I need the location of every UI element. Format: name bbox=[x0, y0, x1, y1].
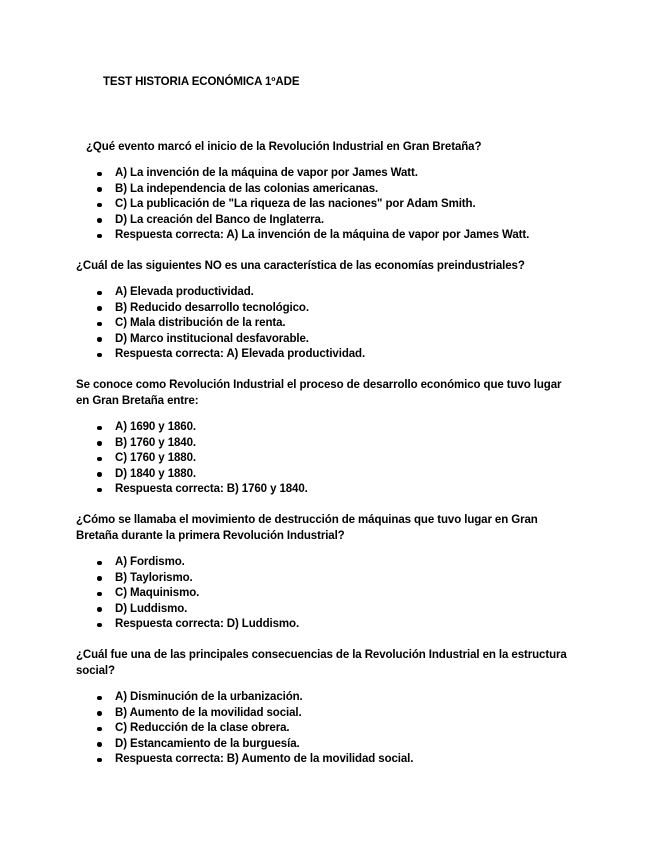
option-item bbox=[97, 451, 308, 467]
bullet-icon bbox=[97, 561, 102, 566]
bullet-icon bbox=[97, 488, 102, 493]
bullet-icon bbox=[97, 576, 102, 581]
option-text: B) 1760 y 1840. bbox=[115, 436, 196, 449]
bullet-icon bbox=[97, 727, 102, 732]
question-2-options bbox=[97, 285, 365, 363]
option-text: C) 1760 y 1880. bbox=[115, 452, 196, 465]
bullet-icon bbox=[97, 472, 102, 477]
option-text: B) La independencia de las colonias americanas. bbox=[115, 182, 379, 195]
answer-item bbox=[97, 347, 365, 363]
bullet-icon bbox=[97, 218, 102, 223]
option-text: B) Reducido desarrollo tecnológico. bbox=[115, 301, 309, 314]
bullet-icon bbox=[97, 291, 102, 296]
bullet-icon bbox=[97, 441, 102, 446]
option-text: C) Mala distribución de la renta. bbox=[115, 317, 286, 330]
answer-text: Respuesta correcta: D) Luddismo. bbox=[115, 618, 300, 631]
option-item bbox=[97, 586, 299, 602]
option-item bbox=[97, 166, 529, 182]
option-item bbox=[97, 316, 365, 332]
option-item bbox=[97, 301, 365, 317]
bullet-icon bbox=[97, 623, 102, 628]
question-1-options bbox=[97, 166, 529, 244]
bullet-icon bbox=[97, 172, 102, 177]
option-item bbox=[97, 602, 299, 618]
option-text: A) La invención de la máquina de vapor por James Watt. bbox=[115, 167, 418, 179]
answer-text: Respuesta correcta: A) Elevada productividad. bbox=[115, 348, 366, 361]
option-text: D) La creación del Banco de Inglaterra. bbox=[115, 213, 324, 226]
document-title: TEST HISTORIA ECONÓMICA 1ºADE bbox=[103, 76, 300, 88]
option-text: C) Maquinismo. bbox=[115, 587, 200, 600]
option-item bbox=[97, 197, 529, 213]
option-text: B) Aumento de la movilidad social. bbox=[115, 706, 302, 719]
option-item bbox=[97, 737, 413, 753]
option-item bbox=[97, 182, 529, 198]
option-text: C) La publicación de "La riqueza de las naciones" por Adam Smith. bbox=[115, 198, 476, 211]
bullet-icon bbox=[97, 607, 102, 612]
option-item bbox=[97, 332, 365, 348]
option-text: D) Marco institucional desfavorable. bbox=[115, 332, 309, 345]
answer-item bbox=[97, 482, 308, 498]
bullet-icon bbox=[97, 742, 102, 747]
answer-item bbox=[97, 752, 413, 768]
bullet-icon bbox=[97, 306, 102, 311]
option-text: A) Disminución de la urbanización. bbox=[115, 691, 303, 703]
question-4-text: ¿Cómo se llamaba el movimiento de destrucción de máquinas que tuvo lugar en Gran Bretaña durante la primera Revolución Industrial? bbox=[76, 514, 538, 542]
answer-item bbox=[97, 228, 529, 244]
option-text: B) Taylorismo. bbox=[115, 571, 193, 584]
option-text: A) 1690 y 1860. bbox=[115, 421, 196, 433]
option-item bbox=[97, 436, 308, 452]
option-item bbox=[97, 285, 365, 301]
option-item bbox=[97, 721, 413, 737]
bullet-icon bbox=[97, 322, 102, 327]
answer-text: Respuesta correcta: B) Aumento de la movilidad social. bbox=[115, 753, 414, 766]
bullet-icon bbox=[97, 457, 102, 462]
bullet-icon bbox=[97, 426, 102, 431]
option-item bbox=[97, 706, 413, 722]
option-item bbox=[97, 571, 299, 587]
bullet-icon bbox=[97, 592, 102, 597]
option-text: D) Luddismo. bbox=[115, 602, 188, 615]
option-text: D) Estancamiento de la burguesía. bbox=[115, 737, 300, 750]
option-item bbox=[97, 420, 308, 436]
bullet-icon bbox=[97, 203, 102, 208]
option-text: A) Elevada productividad. bbox=[115, 286, 254, 298]
bullet-icon bbox=[97, 187, 102, 192]
question-5-text: ¿Cuál fue una de las principales consecuencias de la Revolución Industrial en la estructura social? bbox=[76, 649, 567, 677]
bullet-icon bbox=[97, 758, 102, 763]
bullet-icon bbox=[97, 234, 102, 239]
bullet-icon bbox=[97, 353, 102, 358]
question-4-options bbox=[97, 555, 299, 633]
option-text: A) Fordismo. bbox=[115, 556, 185, 568]
bullet-icon bbox=[97, 696, 102, 701]
option-text: D) 1840 y 1880. bbox=[115, 467, 196, 480]
answer-item bbox=[97, 617, 299, 633]
question-5-options bbox=[97, 690, 413, 768]
question-2-text: ¿Cuál de las siguientes NO es una característica de las economías preindustriales? bbox=[76, 260, 525, 272]
answer-text: Respuesta correcta: A) La invención de la máquina de vapor por James Watt. bbox=[115, 229, 530, 242]
answer-text: Respuesta correcta: B) 1760 y 1840. bbox=[115, 483, 308, 496]
bullet-icon bbox=[97, 711, 102, 716]
question-3-options bbox=[97, 420, 308, 498]
option-item bbox=[97, 213, 529, 229]
option-item bbox=[97, 467, 308, 483]
bullet-icon bbox=[97, 337, 102, 342]
question-1-text: ¿Qué evento marcó el inicio de la Revolución Industrial en Gran Bretaña? bbox=[86, 141, 482, 153]
option-text: C) Reducción de la clase obrera. bbox=[115, 722, 290, 735]
option-item bbox=[97, 690, 413, 706]
question-3-text: Se conoce como Revolución Industrial el proceso de desarrollo económico que tuvo lugar en Gran Bretaña entre: bbox=[76, 379, 562, 407]
option-item bbox=[97, 555, 299, 571]
